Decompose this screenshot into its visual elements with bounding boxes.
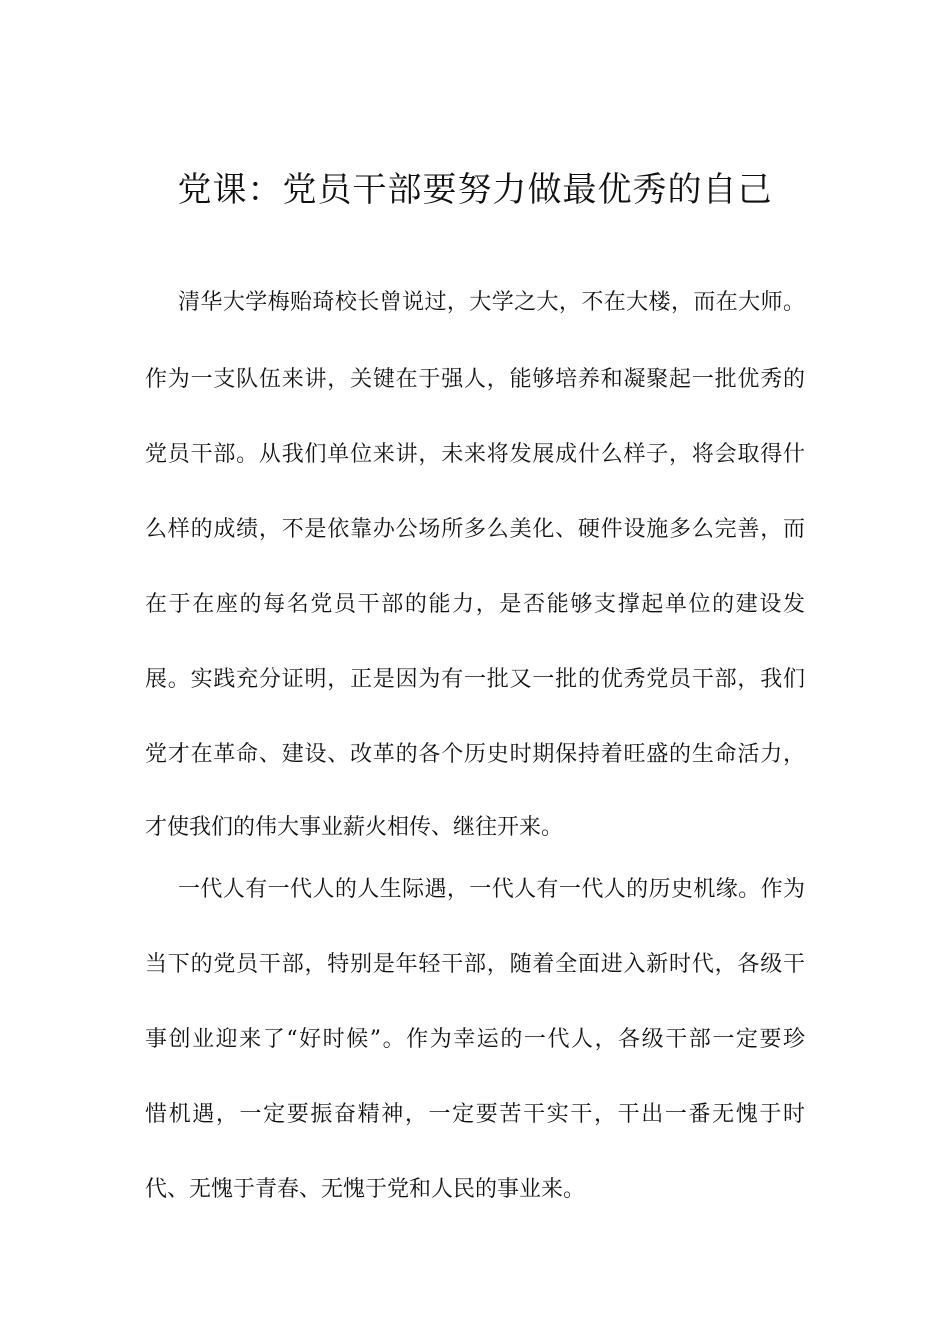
text-line: 么样的成绩，不是依靠办公场所多么美化、硬件设施多么完善，而 <box>145 517 805 542</box>
document-title: 党课：党员干部要努力做最优秀的自己 <box>177 170 773 210</box>
text-line: 一代人有一代人的人生际遇，一代人有一代人的历史机缘。作为 <box>178 877 805 902</box>
text-line: 在于在座的每名党员干部的能力，是否能够支撑起单位的建设发 <box>145 592 805 617</box>
text-line: 党员干部。从我们单位来讲，未来将发展成什么样子，将会取得什 <box>145 442 805 467</box>
text-line: 清华大学梅贻琦校长曾说过，大学之大，不在大楼，而在大师。 <box>178 290 805 315</box>
text-line: 惜机遇，一定要振奋精神，一定要苦干实干，干出一番无愧于时 <box>145 1102 805 1127</box>
text-line: 党才在革命、建设、改革的各个历史时期保持着旺盛的生命活力， <box>145 742 805 767</box>
text-line: 代、无愧于青春、无愧于党和人民的事业来。 <box>145 1177 586 1202</box>
text-line: 当下的党员干部，特别是年轻干部，随着全面进入新时代，各级干 <box>145 952 805 977</box>
text-line: 才使我们的伟大事业薪火相传、继往开来。 <box>145 815 564 840</box>
text-line: 展。实践充分证明，正是因为有一批又一批的优秀党员干部，我们 <box>145 667 805 692</box>
text-line: 事创业迎来了“好时候”。作为幸运的一代人，各级干部一定要珍 <box>145 1027 805 1052</box>
text-line: 作为一支队伍来讲，关键在于强人，能够培养和凝聚起一批优秀的 <box>145 367 805 392</box>
